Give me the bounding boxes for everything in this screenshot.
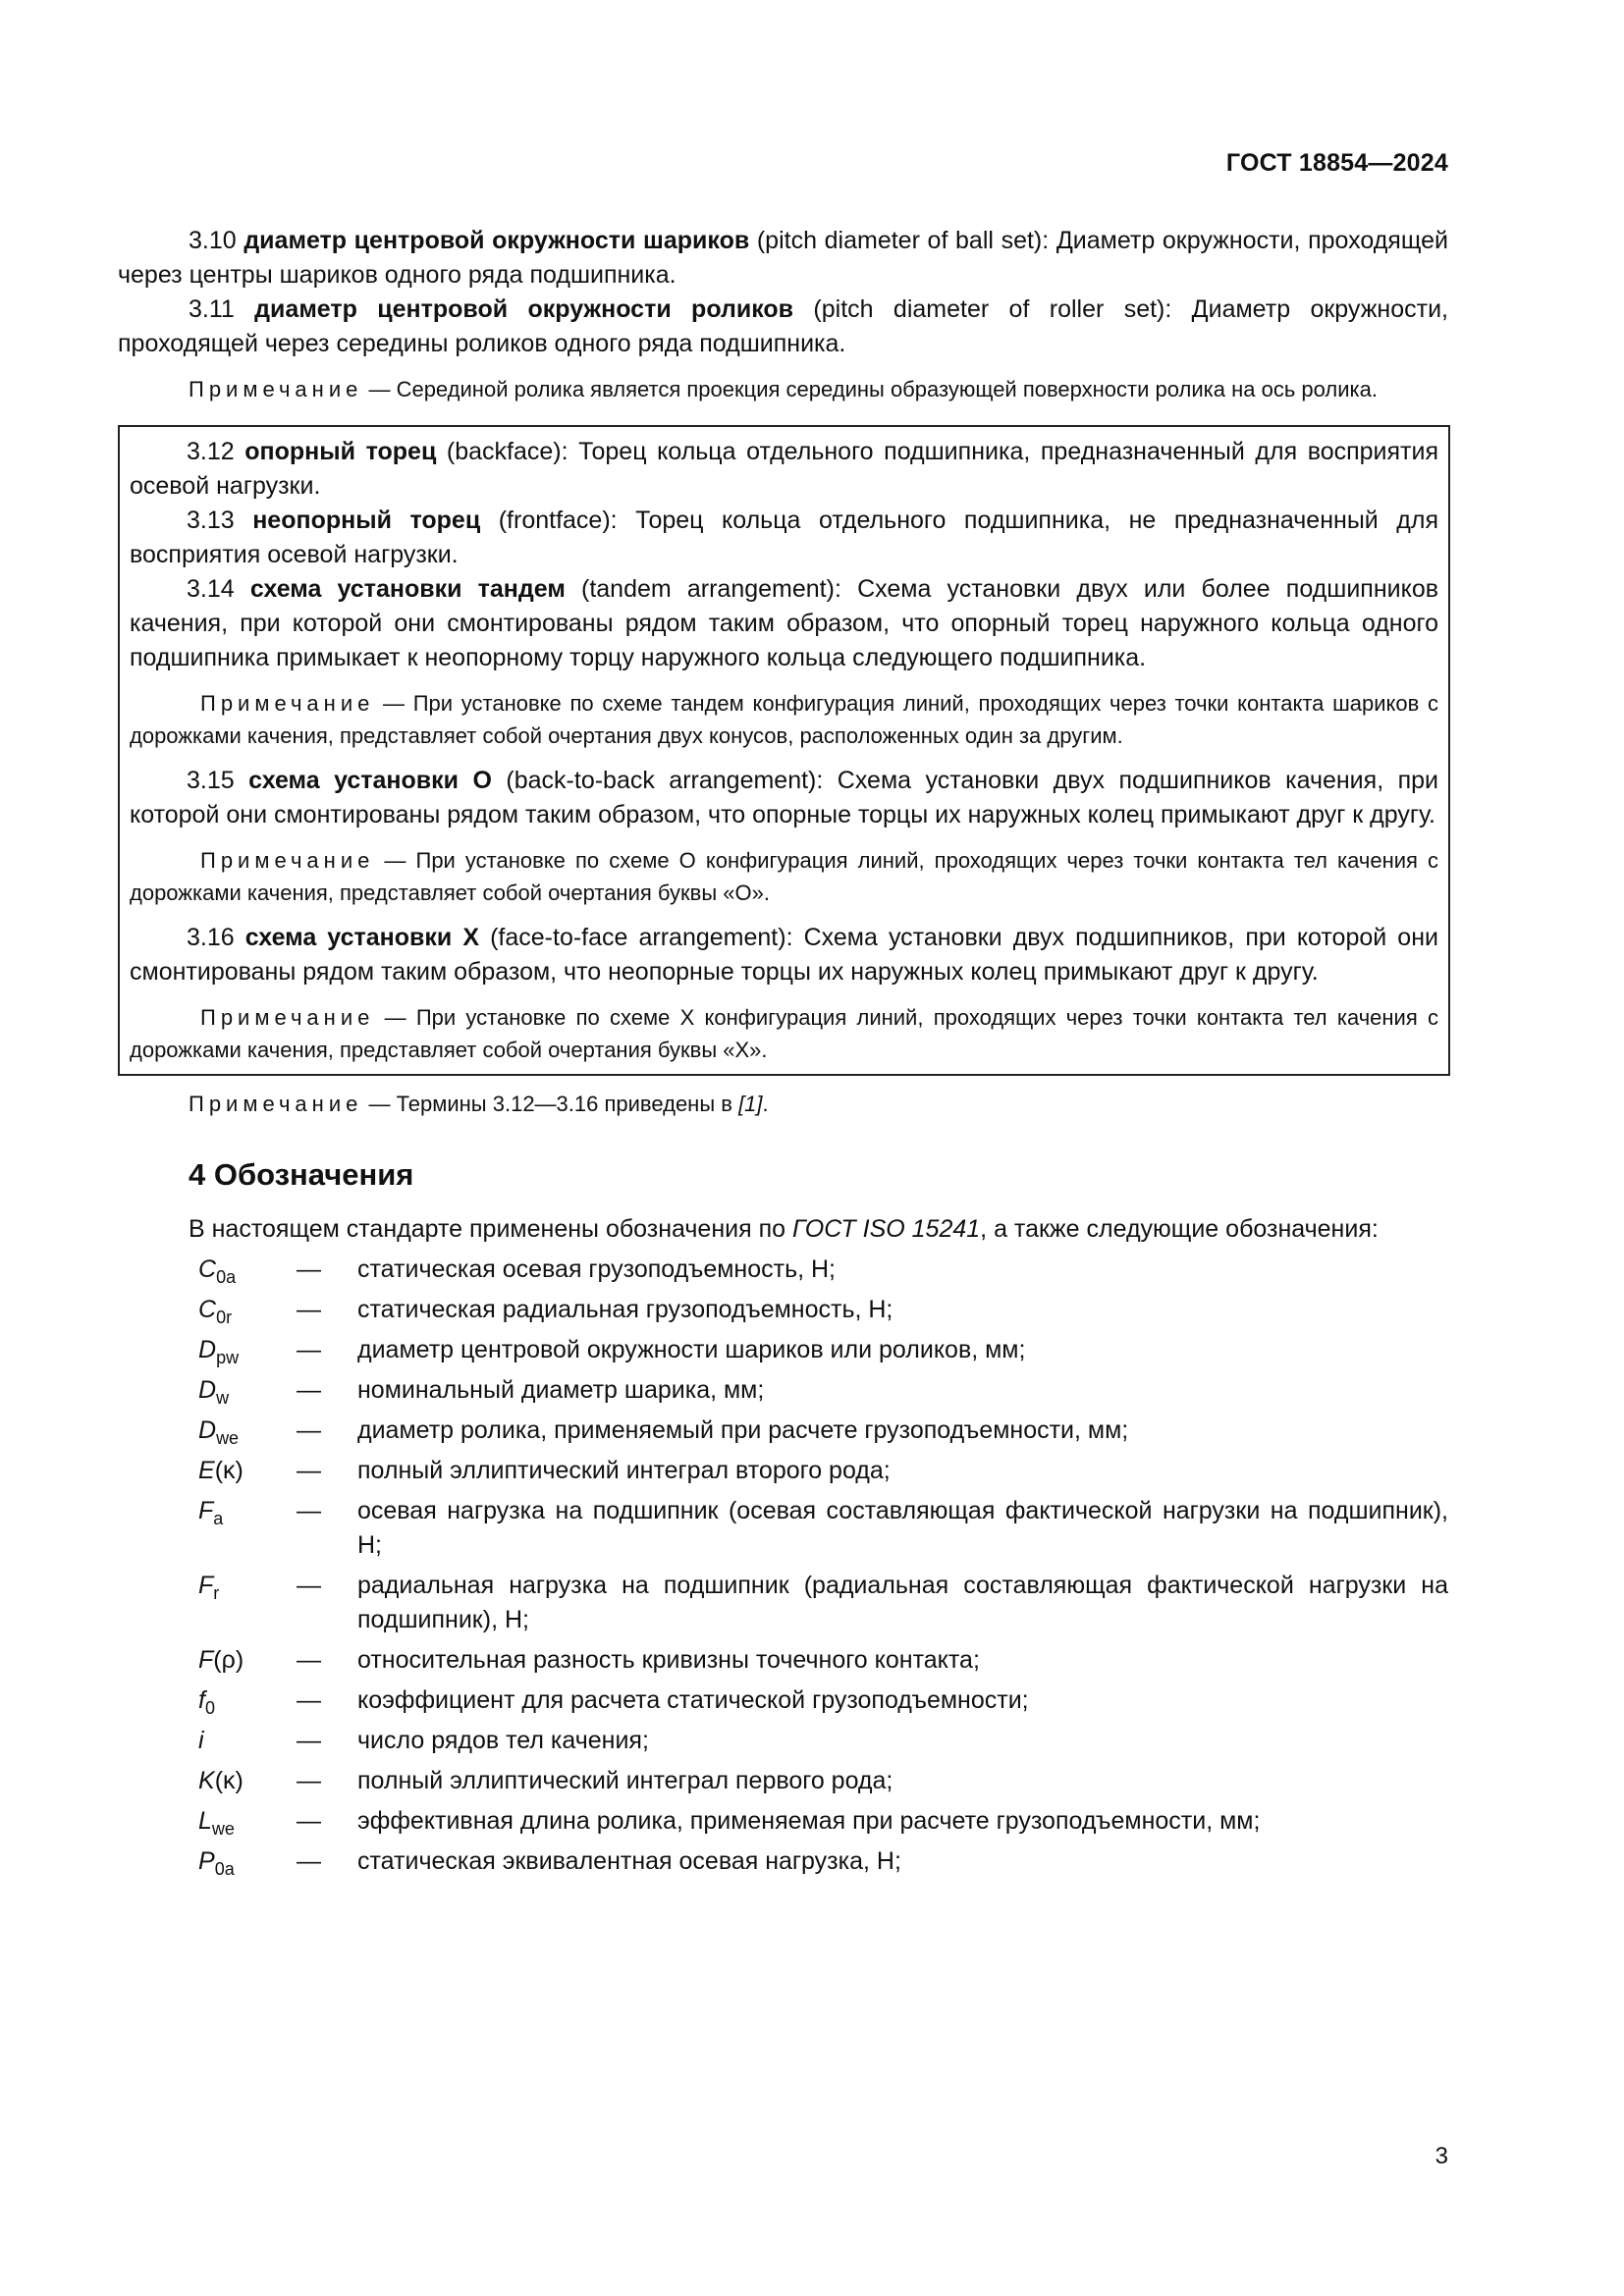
symbol-dash: — [297,1727,321,1754]
symbol-base: C [198,1255,217,1283]
symbol-description: осевая нагрузка на подшипник (осевая составляющая фактической нагрузки на подшипник), Н; [357,1497,1448,1559]
symbol [118,1569,297,1637]
symbol-subscript: we [216,1428,240,1448]
symbol-row [118,1804,1448,1839]
term-name: диаметр центровой окружности шариков [244,227,750,254]
symbol-dash: — [297,1646,321,1674]
symbol-description: диаметр центровой окружности шариков или роликов, мм; [357,1336,1026,1363]
symbol-description: номинальный диаметр шарика, мм; [357,1376,765,1404]
symbol-base: E [198,1457,215,1484]
term-name: неопорный торец [252,507,481,534]
note-label: Примечание [189,1092,363,1116]
term-number: 3.10 [189,227,244,254]
note-label: Примечание [200,691,375,716]
symbol-subscript: 0r [216,1308,233,1327]
symbol-base: P [198,1847,215,1875]
symbol-row [118,1333,1448,1367]
section-4-intro [118,1212,1448,1247]
symbol-dash: — [297,1847,321,1875]
symbol-base: C [198,1296,217,1323]
term-definition: (frontface): Торец кольца отдельного подшипника, не предназначенный для восприятия осевой нагрузки. [130,507,1438,568]
term-definition: (tandem arrangement): Схема установки двух или более подшипников качения, при которой они смонтированы рядом таким образом, что опорный торец наружного кольца одного подшипника примыкает к неопорному торцу наружного кольца следующего подшипника. [130,575,1439,671]
symbol [118,1683,297,1718]
symbol-row [118,1569,1448,1637]
symbol-row [118,1454,1448,1488]
symbol-base: L [198,1807,212,1835]
framed-terms-box [118,425,1450,1076]
symbol-base: i [198,1727,204,1754]
standard-header: ГОСТ 18854—2024 [1225,149,1448,177]
symbol [118,1844,297,1879]
term-name: схема установки О [248,767,492,794]
symbol-base: D [198,1416,217,1444]
page-number: 3 [1435,2143,1448,2169]
symbol-dash: — [297,1686,321,1714]
symbol [118,1494,297,1563]
symbol-row [118,1293,1448,1327]
symbol-dash: — [297,1807,321,1835]
note-terms-source [118,1088,1448,1120]
symbol-base: F [198,1497,214,1524]
symbol-subscript: pw [216,1348,240,1367]
symbol-description: радиальная нагрузка на подшипник (радиальная составляющая фактической нагрузки на подшипник), Н; [357,1572,1448,1633]
symbol-subscript: r [213,1583,220,1603]
term-definition: (backface): Торец кольца отдельного подшипника, предназначенный для восприятия осевой нагрузки. [130,438,1439,500]
symbol [118,1804,297,1839]
symbol-base: f [198,1686,205,1714]
term-3-11 [118,293,1448,361]
term-3-10 [118,224,1448,293]
symbol-argument: (κ) [214,1457,244,1484]
term-3-15 [130,764,1438,832]
term-name: схема установки тандем [249,575,566,603]
symbol-base: K [198,1767,215,1794]
symbol [118,1333,297,1367]
note-3-14 [130,687,1438,752]
standard-reference: ГОСТ ISO 15241 [791,1215,981,1243]
symbol-row [118,1764,1448,1798]
note-3-16 [130,1001,1438,1066]
symbol-argument: (ρ) [213,1646,244,1674]
symbol-description: диаметр ролика, применяемый при расчете грузоподъемности, мм; [357,1416,1129,1444]
intro-text: В настоящем стандарте применены обозначения по [189,1215,792,1243]
symbol-row [118,1373,1448,1408]
term-definition: (pitch diameter of roller set): Диаметр окружности, проходящей через середины роликов одного ряда подшипника. [118,295,1449,357]
term-number: 3.16 [187,924,245,951]
symbol-description: число рядов тел качения; [357,1727,649,1754]
symbol [118,1764,297,1798]
note-3-15 [130,844,1438,909]
intro-text-end: , а также следующие обозначения: [980,1215,1379,1243]
symbol-subscript: a [213,1509,224,1528]
symbol-row [118,1683,1448,1718]
term-number: 3.12 [187,438,245,465]
document-body [118,224,1448,1879]
term-3-13 [130,504,1438,572]
symbol [118,1373,297,1408]
term-3-12 [130,435,1438,504]
symbol-description: полный эллиптический интеграл первого рода; [357,1767,893,1794]
symbol-dash: — [297,1767,321,1794]
term-number: 3.11 [189,295,255,323]
symbol-row [118,1414,1448,1448]
symbol-description: полный эллиптический интеграл второго рода; [357,1457,891,1484]
document-page [118,0,1448,2296]
symbol-dash: — [297,1376,321,1404]
symbol-subscript: we [211,1819,235,1839]
term-number: 3.15 [187,767,249,794]
symbol [118,1454,297,1488]
note-text: — Серединой ролика является проекция середины образующей поверхности ролика на ось ролика. [362,377,1378,401]
note-3-11 [118,373,1448,405]
symbol-dash: — [297,1497,321,1524]
symbol-description: статическая радиальная грузоподъемность, Н; [357,1296,893,1323]
symbol-row [118,1724,1448,1758]
note-label: Примечание [189,377,363,401]
symbol-dash: — [297,1457,321,1484]
note-text: — При установке по схеме Х конфигурация линий, проходящих через точки контакта тел качения с дорожками качения, представляет собой очертания буквы «Х». [130,1005,1438,1062]
symbol-row [118,1844,1448,1879]
symbol-base: D [198,1336,217,1363]
note-text: — При установке по схеме О конфигурация линий, проходящих через точки контакта тел качения с дорожками качения, представляет собой очертания буквы «О». [130,848,1438,905]
term-number: 3.13 [187,507,253,534]
symbol-dash: — [297,1416,321,1444]
symbol-description: статическая осевая грузоподъемность, Н; [357,1255,836,1283]
term-name: опорный торец [244,438,437,465]
term-name: диаметр центровой окружности роликов [254,295,794,323]
term-definition: (face-to-face arrangement): Схема установки двух подшипников, при которой они смонтированы рядом таким образом, что неопорные торцы их наружных колец примыкают друг к другу. [130,924,1438,986]
term-number: 3.14 [187,575,250,603]
note-text: — Термины 3.12—3.16 приведены в [362,1092,739,1116]
section-4-title: 4 Обозначения [189,1157,414,1192]
symbol [118,1253,297,1287]
symbol [118,1293,297,1327]
symbol-subscript: 0a [214,1859,235,1879]
symbol-description: коэффициент для расчета статической грузоподъемности; [357,1686,1029,1714]
symbol-argument: (κ) [214,1767,244,1794]
symbols-list [118,1253,1448,1879]
term-3-16 [130,921,1438,989]
note-text: — При установке по схеме тандем конфигурация линий, проходящих через точки контакта шариков с дорожками качения, представляет собой очертания двух конусов, расположенных один за другим. [130,691,1438,748]
symbol [118,1414,297,1448]
symbol [118,1724,297,1758]
symbol-base: F [198,1572,214,1599]
symbol-row [118,1643,1448,1678]
note-end: . [762,1092,769,1116]
symbol-row [118,1253,1448,1287]
symbol-base: D [198,1376,217,1404]
term-3-14 [130,572,1438,675]
symbol-subscript: 0 [204,1698,215,1718]
bibliography-reference: [1] [738,1092,763,1116]
symbol-subscript: w [216,1388,230,1408]
symbol-dash: — [297,1296,321,1323]
symbol-dash: — [297,1255,321,1283]
note-label: Примечание [200,848,375,873]
symbol-subscript: 0a [216,1267,237,1287]
term-definition: (back-to-back arrangement): Схема установки двух подшипников качения, при которой они смонтированы рядом таким образом, что опорные торцы их наружных колец примыкают друг к другу. [130,767,1438,828]
term-definition: (pitch diameter of ball set): Диаметр окружности, проходящей через центры шариков одного ряда подшипника. [118,227,1448,289]
symbol-description: относительная разность кривизны точечного контакта; [357,1646,980,1674]
symbol-description: статическая эквивалентная осевая нагрузка, Н; [357,1847,901,1875]
term-name: схема установки Х [244,924,480,951]
symbol-dash: — [297,1336,321,1363]
symbol-description: эффективная длина ролика, применяемая при расчете грузоподъемности, мм; [357,1807,1261,1835]
note-label: Примечание [200,1005,375,1030]
symbol-base: F [198,1646,214,1674]
symbol-row [118,1494,1448,1563]
symbol [118,1643,297,1678]
symbol-dash: — [297,1572,321,1599]
